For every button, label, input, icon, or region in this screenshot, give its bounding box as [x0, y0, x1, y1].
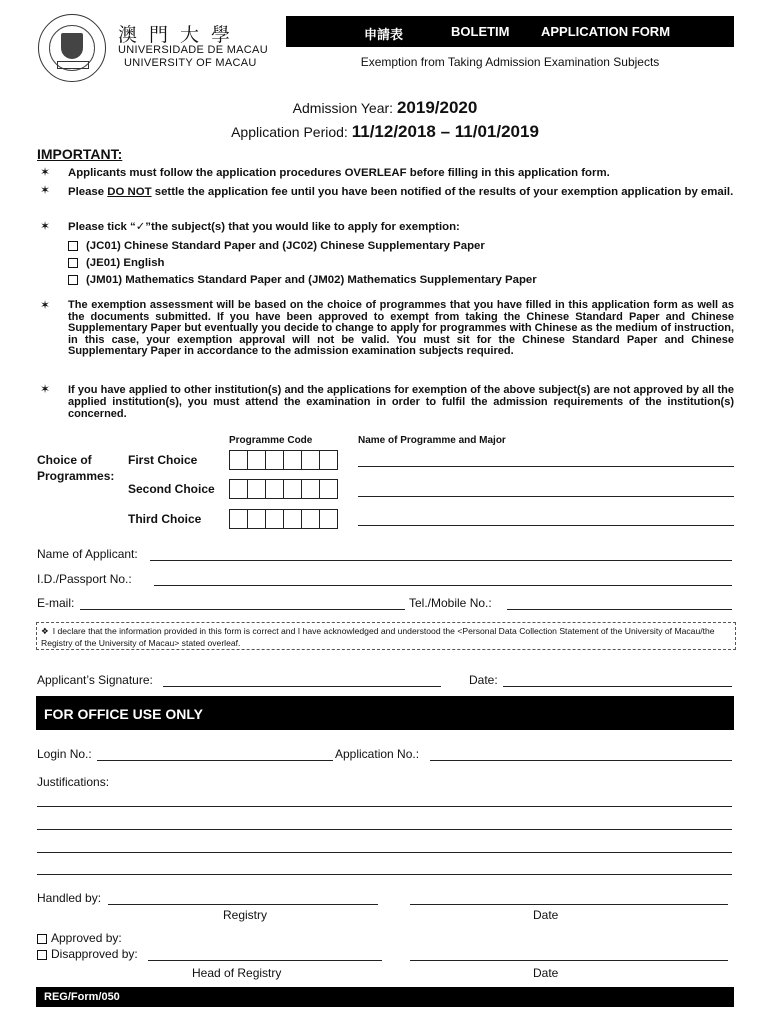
subject-checkbox-english[interactable] [68, 258, 78, 268]
email-label: E-mail: [37, 596, 75, 610]
bullet-star-icon: ✶ [40, 298, 51, 312]
application-number-input[interactable] [430, 760, 732, 761]
important-item-2 [68, 185, 734, 201]
important-heading: IMPORTANT: [37, 146, 123, 162]
subject-checkbox-mathematics[interactable] [68, 275, 78, 285]
bullet-star-icon: ✶ [40, 165, 51, 179]
applicant-date-label: Date: [469, 673, 498, 687]
login-number-label: Login No.: [37, 747, 92, 761]
subject-row-mathematics [68, 274, 537, 287]
application-period [0, 122, 770, 142]
important-item-4: The exemption assessment will be based on the choice of programmes that you have filled in this application form as well as the documents submitted. If you have been approved to exempt from taking the Chinese Standard Paper and Chinese Supplementary Paper but eventually you decide to change to apply for programmes with Chinese as the medium of instruction, in this case, your exemption approval will not be valid. You must sit for the Chinese Standard Paper and Chinese Supplementary Paper in accordance to the admission examination subjects required. [68, 299, 734, 358]
applicant-signature-label: Applicant’s Signature: [37, 673, 153, 687]
item2-text-post: settle the application fee until you have been notified of the results of your exemption application by email. [151, 186, 734, 198]
form-reference-number: REG/Form/050 [44, 991, 120, 1003]
first-choice-label: First Choice [128, 453, 198, 467]
disapproved-by-input[interactable] [148, 960, 382, 961]
handled-by-label: Handled by: [37, 891, 102, 905]
declaration-box [36, 622, 736, 650]
form-title-english: APPLICATION FORM [541, 24, 671, 39]
subject-label-mathematics: (JM01) Mathematics Standard Paper and (JM02) Mathematics Supplementary Paper [86, 274, 537, 286]
justification-line-3[interactable] [37, 852, 732, 853]
approved-by-label: Approved by: [51, 931, 122, 945]
important-item-5: If you have applied to other institution(s) and the applications for exemption of the above subject(s) are not approved by all the applied institution(s), you must attend the examination in order to fulfil the admission requirements of the institution(s) concerned. [68, 384, 734, 420]
applicant-date-input[interactable] [503, 686, 732, 687]
approved-by-row [37, 931, 122, 945]
programme-code-header: Programme Code [229, 435, 313, 446]
handled-date-caption: Date [533, 908, 559, 922]
admission-year [0, 98, 770, 118]
admission-year-label: Admission Year: [292, 100, 394, 116]
bullet-star-icon: ✶ [40, 183, 51, 197]
disapproved-by-row [37, 947, 138, 961]
subject-checkbox-chinese[interactable] [68, 241, 78, 251]
form-subtitle: Exemption from Taking Admission Examination Subjects [360, 55, 660, 69]
approval-date-caption: Date [533, 966, 559, 980]
office-use-banner [36, 696, 734, 730]
justifications-label: Justifications: [37, 775, 110, 789]
university-name-portuguese: UNIVERSIDADE DE MACAU [118, 44, 268, 56]
university-name-chinese: 澳門大學 [118, 24, 243, 46]
first-choice-code-input[interactable] [229, 450, 338, 470]
second-choice-programme-input[interactable] [358, 496, 734, 497]
item2-text-pre: Please [68, 186, 108, 198]
application-period-value: 11/12/2018 – 11/01/2019 [351, 122, 539, 141]
important-item-3: Please tick “✓”the subject(s) that you would like to apply for exemption: [68, 221, 460, 233]
tel-mobile-input[interactable] [507, 609, 732, 610]
important-item-1: Applicants must follow the application procedures OVERLEAF before filling in this application form. [68, 167, 610, 179]
third-choice-programme-input[interactable] [358, 525, 734, 526]
declaration-bullet-icon: ❖ [41, 626, 49, 636]
third-choice-label: Third Choice [128, 512, 202, 526]
bullet-star-icon: ✶ [40, 382, 51, 396]
admission-year-value: 2019/2020 [396, 98, 478, 117]
applicant-name-input[interactable] [150, 560, 732, 561]
form-title-chinese: 申請表 [364, 27, 404, 42]
second-choice-label: Second Choice [128, 482, 215, 496]
application-number-label: Application No.: [335, 747, 420, 761]
choice-of-programmes-label [37, 452, 114, 484]
applicant-name-label: Name of Applicant: [37, 547, 138, 561]
handled-date-input[interactable] [410, 904, 728, 905]
first-choice-programme-input[interactable] [358, 466, 734, 467]
head-of-registry-caption: Head of Registry [192, 966, 282, 980]
item2-text-emphasis: DO NOT [107, 186, 152, 198]
email-input[interactable] [80, 609, 405, 610]
third-choice-code-input[interactable] [229, 509, 338, 529]
subject-label-chinese: (JC01) Chinese Standard Paper and (JC02) Chinese Supplementary Paper [86, 240, 485, 252]
passport-number-label: I.D./Passport No.: [37, 572, 132, 586]
justification-line-1[interactable] [37, 806, 732, 807]
choice-label-line1: Choice of [37, 453, 92, 467]
declaration-text: I declare that the information provided in this form is correct and I have acknowledged and understood the <Personal Data Collection Statement of the University of Macau/the Registry of the University of Macau> stated overleaf. [41, 626, 715, 648]
disapproved-checkbox[interactable] [37, 950, 47, 960]
disapproved-by-label: Disapproved by: [51, 947, 138, 961]
subject-row-english [68, 257, 165, 270]
justification-line-4[interactable] [37, 874, 732, 875]
office-use-heading: FOR OFFICE USE ONLY [44, 706, 203, 722]
choice-label-line2: Programmes: [37, 469, 115, 483]
approved-checkbox[interactable] [37, 934, 47, 944]
approval-date-input[interactable] [410, 960, 728, 961]
subject-label-english: (JE01) English [86, 257, 165, 269]
application-period-label: Application Period: [231, 124, 348, 140]
handled-by-input[interactable] [108, 904, 378, 905]
subject-row-chinese [68, 240, 485, 253]
applicant-signature-input[interactable] [163, 686, 441, 687]
second-choice-code-input[interactable] [229, 479, 338, 499]
bullet-star-icon: ✶ [40, 219, 51, 233]
programme-name-header: Name of Programme and Major [358, 435, 506, 446]
login-number-input[interactable] [97, 760, 333, 761]
university-seal-logo [38, 14, 106, 82]
university-name-english: UNIVERSITY OF MACAU [124, 57, 257, 69]
justification-line-2[interactable] [37, 829, 732, 830]
passport-number-input[interactable] [154, 585, 732, 586]
form-reference-bar [36, 987, 734, 1007]
tel-mobile-label: Tel./Mobile No.: [409, 596, 492, 610]
registry-caption: Registry [223, 908, 268, 922]
form-title-portuguese: BOLETIM [451, 24, 510, 39]
form-title-bar [286, 16, 734, 47]
